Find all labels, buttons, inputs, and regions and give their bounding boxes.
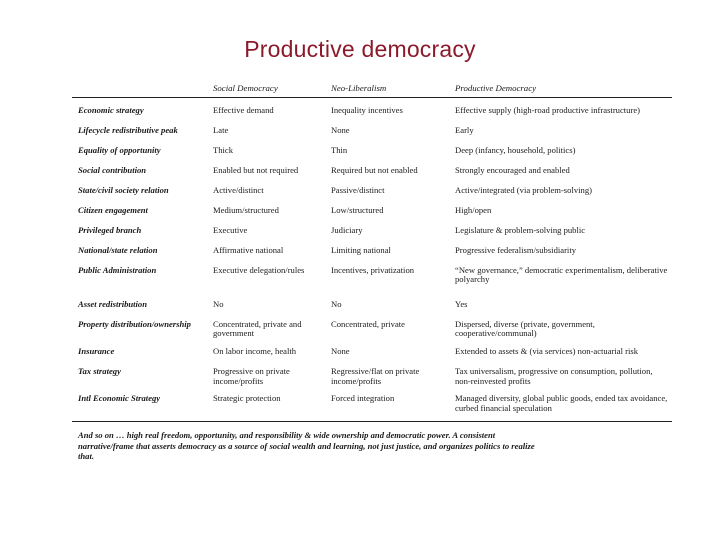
cell-productive-democracy: High/open — [455, 204, 492, 215]
cell-neo-liberalism: Judiciary — [331, 224, 363, 235]
table-row — [72, 203, 672, 223]
header-productive-democracy: Productive Democracy — [455, 83, 537, 93]
row-label: Social contribution — [78, 164, 147, 175]
row-label: National/state relation — [78, 244, 158, 255]
row-label: Lifecycle redistributive peak — [78, 124, 178, 135]
table-footnote: And so on … high real freedom, opportunity, and responsibility & wide ownership and democratic power. A consistent narrative/frame that asserts democracy as a source of social wealth and learning, not just justice, and organizes politics to realize that. — [78, 430, 535, 462]
cell-social-democracy: Effective demand — [213, 104, 274, 115]
cell-productive-democracy: Effective supply (high-road productive infrastructure) — [455, 104, 641, 115]
table-header-row — [72, 76, 672, 97]
row-label: Privileged branch — [78, 224, 142, 235]
comparison-table — [72, 76, 672, 422]
cell-productive-democracy: Deep (infancy, household, politics) — [455, 144, 576, 155]
table-row — [72, 123, 672, 143]
header-empty — [72, 76, 207, 97]
cell-social-democracy: Progressive on private income/profits — [213, 365, 290, 386]
cell-productive-democracy: Active/integrated (via problem-solving) — [455, 184, 592, 195]
slide-title: Productive democracy — [244, 36, 476, 62]
cell-neo-liberalism: Passive/distinct — [331, 184, 385, 195]
cell-social-democracy: Strategic protection — [213, 393, 281, 404]
cell-productive-democracy: Tax universalism, progressive on consumption, pollution, non-reinvested profits — [455, 365, 653, 386]
cell-social-democracy: Active/distinct — [213, 184, 264, 195]
table-row — [72, 223, 672, 243]
table-row — [72, 317, 672, 344]
table-row — [72, 290, 672, 317]
cell-neo-liberalism: Incentives, privatization — [331, 264, 415, 275]
cell-productive-democracy: Managed diversity, global public goods, ended tax avoidance, curbed financial speculation — [455, 393, 668, 413]
header-neo-liberalism: Neo-Liberalism — [331, 83, 387, 93]
cell-social-democracy: On labor income, health — [213, 345, 297, 356]
table-row — [72, 263, 672, 290]
cell-neo-liberalism: Forced integration — [331, 393, 395, 404]
row-label: Intl Economic Strategy — [78, 393, 161, 404]
table-row — [72, 163, 672, 183]
cell-productive-democracy: Yes — [455, 298, 468, 309]
row-label: Tax strategy — [78, 365, 121, 376]
table-row — [72, 97, 672, 123]
row-label: State/civil society relation — [78, 184, 169, 195]
cell-productive-democracy: Strongly encouraged and enabled — [455, 164, 570, 175]
row-label: Equality of opportunity — [78, 144, 161, 155]
cell-social-democracy: Thick — [213, 144, 234, 155]
table-row — [72, 183, 672, 203]
cell-productive-democracy: Legislature & problem-solving public — [455, 224, 586, 235]
cell-productive-democracy: Progressive federalism/subsidiarity — [455, 244, 577, 255]
cell-neo-liberalism: Limiting national — [331, 244, 391, 255]
table-row — [72, 143, 672, 163]
cell-neo-liberalism: Inequality incentives — [331, 104, 403, 115]
header-social-democracy: Social Democracy — [213, 83, 278, 93]
cell-social-democracy: Affirmative national — [213, 244, 284, 255]
cell-social-democracy: Enabled but not required — [213, 164, 299, 175]
cell-neo-liberalism: None — [331, 124, 350, 135]
cell-social-democracy: No — [213, 298, 224, 309]
row-label: Asset redistribution — [78, 298, 148, 309]
cell-neo-liberalism: Thin — [331, 144, 348, 155]
cell-social-democracy: Executive — [213, 224, 248, 235]
table-row — [72, 391, 672, 422]
cell-productive-democracy: “New governance,” democratic experimentalism, deliberative polyarchy — [455, 264, 668, 285]
table-row — [72, 344, 672, 364]
cell-neo-liberalism: Concentrated, private — [331, 318, 405, 329]
row-label: Property distribution/ownership — [78, 318, 191, 329]
cell-neo-liberalism: None — [331, 345, 350, 356]
table-row — [72, 243, 672, 263]
cell-neo-liberalism: No — [331, 298, 342, 309]
cell-social-democracy: Medium/structured — [213, 204, 279, 215]
row-label: Economic strategy — [78, 104, 144, 115]
table-row — [72, 364, 672, 391]
cell-productive-democracy: Extended to assets & (via services) non-actuarial risk — [455, 345, 639, 356]
cell-productive-democracy: Early — [455, 124, 474, 135]
cell-social-democracy: Executive delegation/rules — [213, 264, 305, 275]
cell-social-democracy: Concentrated, private and government — [213, 318, 302, 339]
cell-neo-liberalism: Low/structured — [331, 204, 384, 215]
row-label: Public Administration — [78, 264, 157, 275]
row-label: Citizen engagement — [78, 204, 148, 215]
cell-social-democracy: Late — [213, 124, 229, 135]
cell-productive-democracy: Dispersed, diverse (private, government, cooperative/communal) — [455, 318, 595, 339]
comparison-table-figure — [72, 76, 672, 486]
cell-neo-liberalism: Regressive/flat on private income/profits — [331, 365, 420, 386]
row-label: Insurance — [78, 345, 115, 356]
cell-neo-liberalism: Required but not enabled — [331, 164, 418, 175]
